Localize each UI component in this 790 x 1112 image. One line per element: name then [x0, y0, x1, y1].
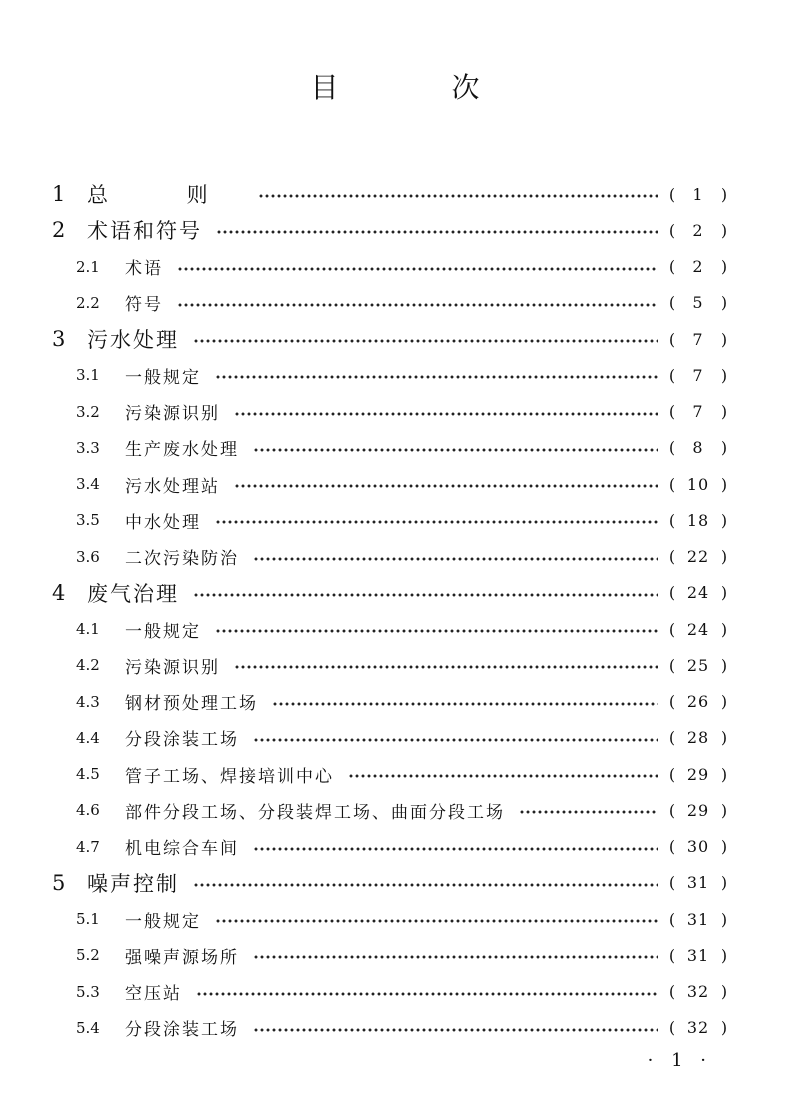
dot-leader [193, 593, 658, 597]
toc-entry-number: 2.1 [76, 257, 100, 276]
dot-leader [253, 847, 658, 851]
toc-entry[interactable] [0, 285, 790, 321]
toc-entry-title: 废气治理 [87, 581, 179, 606]
toc-entry-number: 4.3 [76, 692, 100, 711]
toc-entry[interactable] [0, 539, 790, 575]
dot-leader [253, 955, 658, 959]
dot-leader [272, 702, 658, 706]
toc-entry[interactable] [0, 357, 790, 393]
toc-entry-number: 3.1 [76, 366, 100, 385]
toc-page-number: 28 [686, 728, 710, 748]
toc-entry-title: 污水处理站 [125, 476, 220, 497]
toc-entry-number: 5 [52, 870, 66, 895]
toc-page-number: 32 [686, 982, 710, 1002]
toc-entry-page: ( 32 ) [668, 1018, 728, 1038]
toc-page-number: 24 [686, 619, 710, 639]
toc-entry-title: 分段涂装工场 [125, 730, 239, 751]
toc-entry-title: 污染源识别 [125, 657, 220, 678]
toc-entry[interactable] [0, 720, 790, 756]
toc-entry-number: 5.1 [76, 910, 100, 929]
dot-leader [216, 230, 658, 234]
toc-page-number: 10 [686, 474, 710, 494]
toc-page-number: 8 [692, 438, 704, 458]
toc-page-number: 2 [692, 257, 704, 277]
toc-entry-title: 噪声控制 [87, 871, 179, 896]
toc-entry-number: 4.2 [76, 656, 100, 675]
toc-entry-title: 二次污染防治 [125, 549, 239, 570]
dot-leader [177, 267, 658, 271]
toc-page-number: 5 [692, 293, 704, 313]
toc-entry-number: 3.5 [76, 511, 100, 530]
dot-leader [215, 629, 658, 633]
toc-entry-page: ( 31 ) [668, 873, 728, 893]
toc-entry-page: ( 32 ) [668, 982, 728, 1002]
toc-entry-title: 管子工场、焊接培训中心 [125, 766, 334, 787]
toc-entry-title: 污水处理 [87, 328, 179, 353]
toc-entry[interactable] [0, 829, 790, 865]
toc-page-number: 31 [686, 945, 710, 965]
toc-entry-title: 术语 [125, 259, 163, 280]
toc-entry-number: 3.3 [76, 438, 100, 457]
toc-entry-title: 一般规定 [125, 621, 201, 642]
dot-leader [215, 919, 658, 923]
toc-entry-number: 5.3 [76, 982, 100, 1001]
toc-entry[interactable] [0, 394, 790, 430]
toc-entry-number: 4.1 [76, 620, 100, 639]
toc-entry-number: 3.2 [76, 402, 100, 421]
toc-entry-number: 4.7 [76, 837, 100, 856]
toc-entry-page: ( 31 ) [668, 909, 728, 929]
toc-entry[interactable] [0, 647, 790, 683]
toc-entry-page: ( 10 ) [668, 474, 728, 494]
toc-entry-number: 2.2 [76, 293, 100, 312]
toc-entry[interactable] [0, 321, 790, 357]
toc-entry[interactable] [0, 865, 790, 901]
toc-entry[interactable] [0, 684, 790, 720]
toc-entry-number: 5.2 [76, 946, 100, 965]
toc-entry-page: ( 7 ) [668, 329, 728, 349]
dot-leader [234, 665, 658, 669]
toc-entry-page: ( 28 ) [668, 728, 728, 748]
toc-entry-number: 4.4 [76, 728, 100, 747]
dot-leader [196, 992, 658, 996]
toc-entry[interactable] [0, 974, 790, 1010]
toc-entry-page: ( 30 ) [668, 837, 728, 857]
dot-leader [519, 810, 658, 814]
toc-entry-page: ( 2 ) [668, 220, 728, 240]
toc-entry[interactable] [0, 575, 790, 611]
toc-entry-page: ( 1 ) [668, 184, 728, 204]
dot-leader [253, 1028, 658, 1032]
table-of-contents [0, 176, 790, 1046]
toc-entry[interactable] [0, 611, 790, 647]
toc-page-number: 26 [686, 692, 710, 712]
dot-leader [253, 448, 658, 452]
toc-entry-page: ( 31 ) [668, 945, 728, 965]
toc-entry-page: ( 18 ) [668, 510, 728, 530]
toc-page-number: 18 [686, 510, 710, 530]
toc-entry-number: 3.6 [76, 547, 100, 566]
toc-entry[interactable] [0, 792, 790, 828]
toc-entry-title: 总 则 [87, 183, 244, 208]
dot-leader [234, 484, 658, 488]
toc-entry[interactable] [0, 1010, 790, 1046]
toc-entry-page: ( 22 ) [668, 547, 728, 567]
toc-entry-page: ( 29 ) [668, 764, 728, 784]
toc-entry-number: 4 [52, 580, 66, 605]
page-title: 目 次 [310, 71, 532, 104]
toc-page-number: 22 [686, 547, 710, 567]
toc-page-number: 2 [692, 220, 704, 240]
toc-entry[interactable] [0, 901, 790, 937]
toc-page-number: 29 [686, 764, 710, 784]
toc-entry-number: 3 [52, 327, 66, 352]
toc-entry-title: 一般规定 [125, 367, 201, 388]
toc-page-number: 24 [686, 583, 710, 603]
page-number: · 1 · [647, 1050, 712, 1071]
toc-entry-page: ( 24 ) [668, 619, 728, 639]
toc-page-number: 1 [692, 184, 704, 204]
toc-entry-number: 2 [52, 218, 66, 243]
toc-entry[interactable] [0, 249, 790, 285]
toc-entry-title: 部件分段工场、分段装焊工场、曲面分段工场 [125, 802, 505, 823]
toc-page-number: 7 [692, 402, 704, 422]
dot-leader [258, 194, 658, 198]
toc-page-number: 31 [686, 873, 710, 893]
toc-entry-number: 3.4 [76, 475, 100, 494]
toc-entry-page: ( 7 ) [668, 365, 728, 385]
toc-entry-page: ( 29 ) [668, 800, 728, 820]
toc-entry-page: ( 2 ) [668, 257, 728, 277]
toc-entry-page: ( 26 ) [668, 692, 728, 712]
dot-leader [215, 520, 658, 524]
toc-entry-title: 符号 [125, 295, 163, 316]
dot-leader [348, 774, 658, 778]
dot-leader [234, 412, 658, 416]
toc-page-number: 7 [692, 365, 704, 385]
toc-entry-page: ( 8 ) [668, 438, 728, 458]
dot-leader [253, 557, 658, 561]
dot-leader [253, 738, 658, 742]
toc-entry-title: 分段涂装工场 [125, 1020, 239, 1041]
toc-entry-page: ( 24 ) [668, 583, 728, 603]
toc-entry[interactable] [0, 502, 790, 538]
toc-entry-number: 4.5 [76, 765, 100, 784]
toc-page-number: 30 [686, 837, 710, 857]
toc-entry-page: ( 25 ) [668, 655, 728, 675]
toc-entry-number: 5.4 [76, 1018, 100, 1037]
toc-entry-title: 污染源识别 [125, 404, 220, 425]
toc-entry-number: 1 [52, 182, 66, 207]
toc-entry[interactable] [0, 756, 790, 792]
toc-page-number: 32 [686, 1018, 710, 1038]
toc-entry-page: ( 5 ) [668, 293, 728, 313]
toc-entry-title: 生产废水处理 [125, 440, 239, 461]
toc-entry-title: 中水处理 [125, 512, 201, 533]
toc-entry-title: 强噪声源场所 [125, 947, 239, 968]
toc-entry-title: 一般规定 [125, 911, 201, 932]
toc-entry[interactable] [0, 937, 790, 973]
toc-page-number: 29 [686, 800, 710, 820]
toc-page-number: 31 [686, 909, 710, 929]
toc-entry[interactable] [0, 176, 790, 212]
dot-leader [177, 303, 658, 307]
toc-entry-title: 机电综合车间 [125, 839, 239, 860]
toc-entry-page: ( 7 ) [668, 402, 728, 422]
toc-entry[interactable] [0, 212, 790, 248]
dot-leader [215, 375, 658, 379]
toc-entry-title: 钢材预处理工场 [125, 694, 258, 715]
dot-leader [193, 339, 658, 343]
toc-entry-number: 4.6 [76, 801, 100, 820]
toc-entry[interactable] [0, 430, 790, 466]
dot-leader [193, 883, 658, 887]
toc-page-number: 7 [692, 329, 704, 349]
toc-entry[interactable] [0, 466, 790, 502]
toc-entry-title: 空压站 [125, 984, 182, 1005]
toc-entry-title: 术语和符号 [87, 219, 202, 244]
toc-page-number: 25 [686, 655, 710, 675]
